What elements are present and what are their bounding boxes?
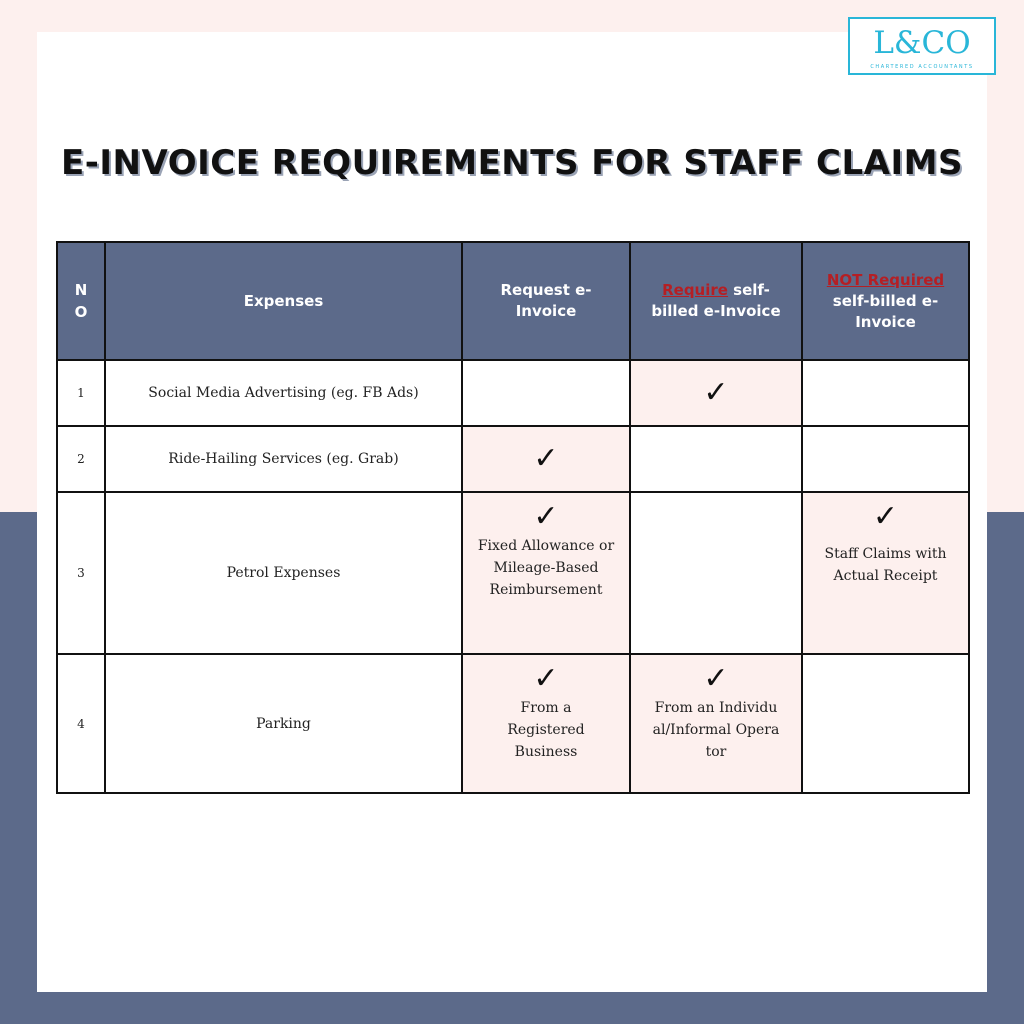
checkmark-icon: ✓ [703,661,729,696]
cell-require [630,426,802,492]
checkmark-icon: ✓ [533,661,559,696]
header-require-self-billed [630,242,802,360]
row-number: 2 [57,426,105,492]
logo-wordmark: L&CO [873,25,971,61]
logo-tagline: CHARTERED ACCOUNTANTS [870,64,974,70]
row-number: 1 [57,360,105,426]
cell-require [630,492,802,654]
cell-require [630,360,802,426]
page-title: E-INVOICE REQUIREMENTS FOR STAFF CLAIMS [61,143,963,183]
table-row [57,426,969,492]
checkmark-icon: ✓ [703,375,729,410]
header-no [57,242,105,360]
table-row [57,492,969,654]
cell-require [630,654,802,793]
header-no-label: NO [74,281,88,321]
checkmark-icon: ✓ [872,499,899,534]
header-expenses [105,242,462,360]
cell-not-required [802,426,969,492]
row-number: 3 [57,492,105,654]
cell-note: From a Registered Business [507,700,585,760]
cell-not-required [802,492,969,654]
header-request-einvoice [462,242,630,360]
header-not-required-rest: self-billed e-Invoice [832,291,939,331]
table-row [57,654,969,793]
row-expense: Social Media Advertising (eg. FB Ads) [105,360,462,426]
row-expense: Petrol Expenses [105,492,462,654]
cell-request [462,426,630,492]
cell-request [462,360,630,426]
header-not-required-self-billed [802,242,969,360]
table-header-row [57,242,969,360]
header-require-rest: self-billed e-Invoice [651,281,781,320]
header-not-required-highlight: NOT Required [826,270,945,289]
checkmark-icon: ✓ [533,499,559,534]
cell-note: Staff Claims with Actual Receipt [824,546,947,584]
cell-not-required [802,360,969,426]
header-require-highlight: Require [662,281,728,299]
claims-table [56,241,970,794]
row-number: 4 [57,654,105,793]
cell-not-required [802,654,969,793]
company-logo [848,17,996,75]
cell-note: From an Individual/Informal Operator [652,700,780,760]
row-expense: Ride-Hailing Services (eg. Grab) [105,426,462,492]
cell-request [462,492,630,654]
row-expense: Parking [105,654,462,793]
header-expenses-label: Expenses [243,291,324,310]
cell-request [462,654,630,793]
checkmark-icon: ✓ [533,441,559,476]
table-row [57,360,969,426]
header-request-label: Request e-Invoice [500,281,592,320]
cell-note: Fixed Allowance or Mileage-Based Reimbursement [477,538,615,598]
